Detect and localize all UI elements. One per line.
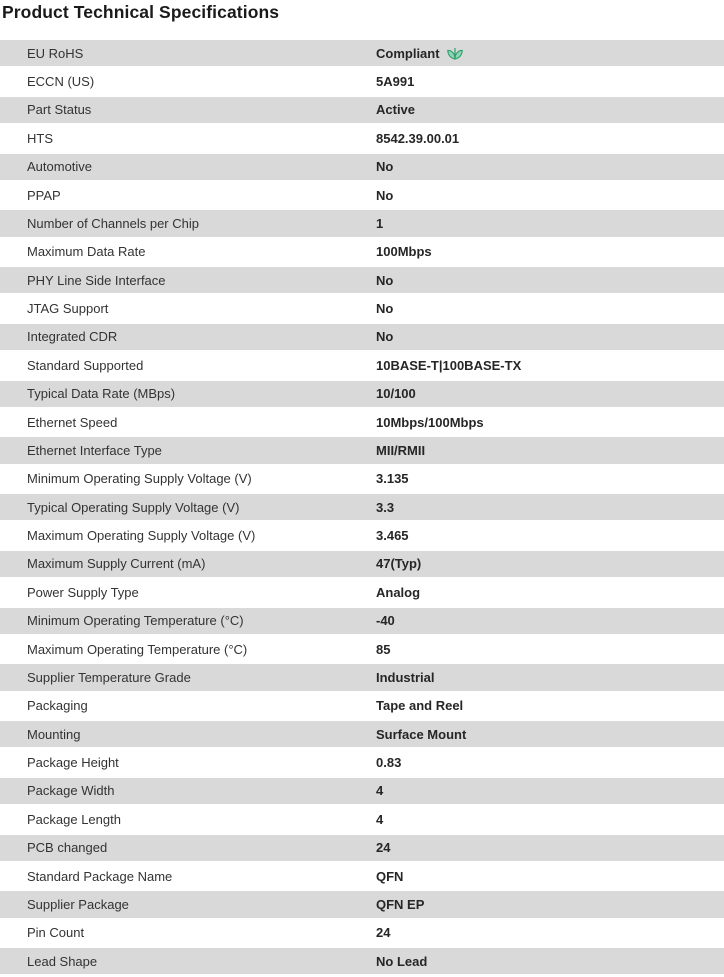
row-value <box>376 501 724 514</box>
table-row <box>0 125 724 153</box>
row-value <box>376 132 724 145</box>
row-value-text: MII/RMII <box>376 442 426 458</box>
table-row <box>0 210 724 238</box>
row-label: Pin Count <box>27 925 85 941</box>
row-value <box>376 245 724 258</box>
table-row <box>0 551 724 579</box>
row-value <box>376 387 724 400</box>
row-value-text: Analog <box>376 584 421 600</box>
row-value <box>376 330 724 343</box>
row-value <box>376 756 724 769</box>
table-row <box>0 693 724 721</box>
row-value <box>376 75 724 88</box>
table-row <box>0 749 724 777</box>
row-value-text: 85 <box>376 641 391 657</box>
row-label: Minimum Operating Temperature (°C) <box>27 613 244 629</box>
table-row <box>0 295 724 323</box>
row-value <box>376 274 724 287</box>
row-label: Part Status <box>27 102 92 118</box>
row-label: Typical Data Rate (MBps) <box>27 386 176 402</box>
row-value-text: 3.135 <box>376 471 409 487</box>
table-row <box>0 806 724 834</box>
row-value <box>376 643 724 656</box>
row-label: PHY Line Side Interface <box>27 272 166 288</box>
spec-table <box>0 40 724 976</box>
row-value <box>376 699 724 712</box>
row-value-text: 4 <box>376 811 384 827</box>
row-value <box>376 529 724 542</box>
row-value <box>376 217 724 230</box>
row-label: Maximum Operating Supply Voltage (V) <box>27 528 256 544</box>
table-row <box>0 324 724 352</box>
table-row <box>0 182 724 210</box>
row-value-text: -40 <box>376 613 395 629</box>
row-value <box>376 671 724 684</box>
row-value <box>376 302 724 315</box>
row-label: Maximum Supply Current (mA) <box>27 556 206 572</box>
row-label: Integrated CDR <box>27 329 118 345</box>
row-value <box>376 472 724 485</box>
table-row <box>0 40 724 68</box>
row-value-text: 100Mbps <box>376 244 432 260</box>
row-label: Mounting <box>27 726 81 742</box>
row-label: EU RoHS <box>27 45 84 61</box>
row-value-text: 0.83 <box>376 755 402 771</box>
row-label: Package Height <box>27 755 119 771</box>
row-label: Lead Shape <box>27 953 98 969</box>
row-value <box>376 784 724 797</box>
row-value-text: 47(Typ) <box>376 556 422 572</box>
row-value <box>376 359 724 372</box>
row-label: Package Width <box>27 783 115 799</box>
table-row <box>0 863 724 891</box>
row-value <box>376 160 724 173</box>
row-value-text: No <box>376 272 394 288</box>
row-value <box>376 189 724 202</box>
row-value-text: 3.3 <box>376 499 395 515</box>
row-value <box>376 416 724 429</box>
row-value <box>376 728 724 741</box>
row-value <box>376 813 724 826</box>
table-row <box>0 437 724 465</box>
row-value-text: No Lead <box>376 953 428 969</box>
table-row <box>0 522 724 550</box>
table-row <box>0 466 724 494</box>
rohs-leaf-icon <box>447 47 463 60</box>
table-row <box>0 352 724 380</box>
row-label: Ethernet Speed <box>27 414 118 430</box>
row-label: ECCN (US) <box>27 74 95 90</box>
row-value <box>376 926 724 939</box>
row-value <box>376 614 724 627</box>
row-value <box>376 444 724 457</box>
row-label: HTS <box>27 130 53 146</box>
row-label: Supplier Package <box>27 896 129 912</box>
row-value <box>376 898 724 911</box>
row-label: Ethernet Interface Type <box>27 442 162 458</box>
row-value-text: QFN EP <box>376 896 425 912</box>
row-label: Packaging <box>27 698 88 714</box>
table-row <box>0 494 724 522</box>
row-value-text: 24 <box>376 925 391 941</box>
table-row <box>0 835 724 863</box>
table-row <box>0 891 724 919</box>
row-label: Minimum Operating Supply Voltage (V) <box>27 471 252 487</box>
table-row <box>0 778 724 806</box>
table-row <box>0 664 724 692</box>
row-label: Number of Channels per Chip <box>27 215 199 231</box>
table-row <box>0 381 724 409</box>
row-label: Standard Supported <box>27 357 144 373</box>
row-value-text: 10Mbps/100Mbps <box>376 414 484 430</box>
row-value-text: Active <box>376 102 416 118</box>
row-value <box>376 586 724 599</box>
row-value-text: No <box>376 187 394 203</box>
table-row <box>0 608 724 636</box>
row-value <box>376 47 724 60</box>
row-label: Maximum Operating Temperature (°C) <box>27 641 248 657</box>
table-row <box>0 920 724 948</box>
table-row <box>0 239 724 267</box>
table-row <box>0 636 724 664</box>
row-value-text: QFN <box>376 868 404 884</box>
row-value-text: 3.465 <box>376 528 409 544</box>
table-row <box>0 267 724 295</box>
row-value-text: Surface Mount <box>376 726 467 742</box>
row-value-text: 4 <box>376 783 384 799</box>
row-value-text: Tape and Reel <box>376 698 464 714</box>
row-value <box>376 841 724 854</box>
row-label: Automotive <box>27 159 93 175</box>
row-label: Typical Operating Supply Voltage (V) <box>27 499 240 515</box>
row-value-text: 10BASE-T|100BASE-TX <box>376 357 522 373</box>
row-value <box>376 557 724 570</box>
row-value-text: No <box>376 159 394 175</box>
row-label: PPAP <box>27 187 61 203</box>
row-value <box>376 103 724 116</box>
row-value <box>376 870 724 883</box>
row-label: PCB changed <box>27 840 108 856</box>
row-value <box>376 955 724 968</box>
row-label: Maximum Data Rate <box>27 244 146 260</box>
row-value-text: No <box>376 301 394 317</box>
row-label: Package Length <box>27 811 121 827</box>
row-label: JTAG Support <box>27 301 109 317</box>
row-value-text: Industrial <box>376 669 435 685</box>
page-title: Product Technical Specifications <box>2 2 280 22</box>
table-row <box>0 68 724 96</box>
row-label: Standard Package Name <box>27 868 173 884</box>
row-value-text: 10/100 <box>376 386 416 402</box>
row-value-text: 5A991 <box>376 74 415 90</box>
row-label: Supplier Temperature Grade <box>27 669 191 685</box>
table-row <box>0 579 724 607</box>
table-row <box>0 721 724 749</box>
table-row <box>0 97 724 125</box>
table-row <box>0 948 724 976</box>
table-row <box>0 409 724 437</box>
row-value-text: 8542.39.00.01 <box>376 130 460 146</box>
row-value-text: Compliant <box>376 45 440 61</box>
row-value-text: No <box>376 329 394 345</box>
row-value-text: 24 <box>376 840 391 856</box>
row-value-text: 1 <box>376 215 384 231</box>
table-row <box>0 154 724 182</box>
row-label: Power Supply Type <box>27 584 139 600</box>
